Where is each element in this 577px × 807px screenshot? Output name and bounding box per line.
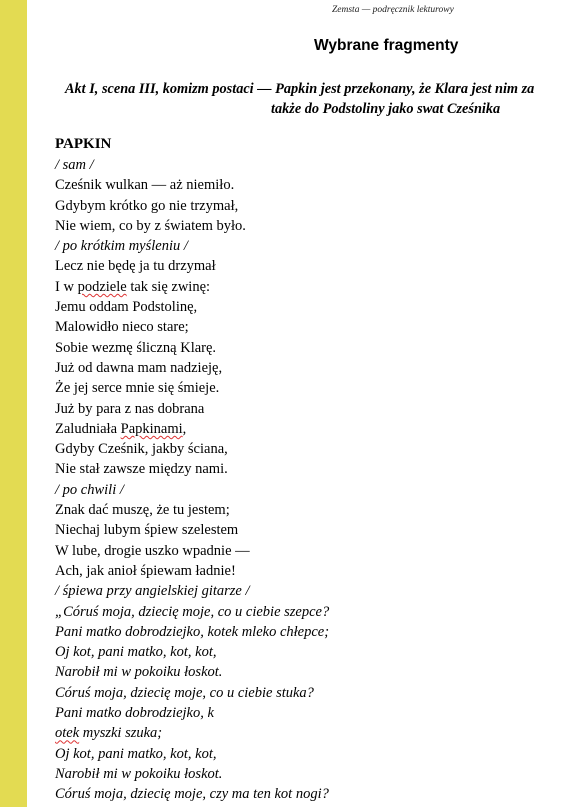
line-text: Już od dawna mam nadzieję, [55,359,223,376]
line-text: Już by para z nas dobrana [55,400,205,417]
song-line [55,703,575,723]
verse-line [55,317,575,337]
verse-line [55,561,575,581]
verse-line [55,520,575,540]
line-text: Zaludniała [55,420,121,437]
verse-line [55,196,575,216]
line-text-tail: myszki szuka; [79,725,163,742]
verse-block [55,155,575,805]
verse-line [55,338,575,358]
verse-line [55,277,575,297]
spellcheck-word: Papkinami [120,420,183,437]
scene-subtitle [0,79,577,119]
subtitle-line-2: także do Podstoliny jako swat Cześnika [271,101,501,117]
song-line [55,662,575,682]
section-title: Wybrane fragmenty [314,37,459,54]
song-line [55,602,575,622]
line-text: Nie stał zawsze między nami. [55,461,228,478]
line-text: Niechaj lubym śpiew szelestem [55,522,239,539]
line-text: Cześnik wulkan — aż niemiło. [55,177,235,194]
song-line [55,683,575,703]
stage-direction [55,480,575,500]
verse-line [55,399,575,419]
verse-line [55,419,575,439]
line-text: Pani matko dobrodziejko, kotek mleko chłepce; [55,623,330,640]
spellcheck-word: podziele [77,278,127,295]
song-line [55,622,575,642]
running-header: Zemsta — podręcznik lekturowy [332,5,454,15]
verse-line [55,256,575,276]
song-line [55,642,575,662]
stage-direction [55,155,575,175]
line-text: Córuś moja, dziecię moje, czy ma ten kot nogi? [55,786,329,803]
stage-direction [55,236,575,256]
line-text: Że jej serce mnie się śmieje. [55,380,220,397]
line-text-tail: , [182,420,187,437]
subtitle-line-1: Akt I, scena III, komizm postaci — Papkin jest przekonany, że Klara jest nim za [65,81,535,97]
line-text-tail: tak się zwinę: [126,278,211,295]
speaker-name: PAPKIN [55,136,112,152]
line-text: / po krótkim myśleniu / [55,238,188,255]
line-text: Gdybym krótko go nie trzymał, [55,197,239,214]
line-text: I w [55,278,78,295]
sidebar-accent-bar [0,0,27,807]
verse-line [55,358,575,378]
line-text: / śpiewa przy angielskiej gitarze / [55,583,250,600]
line-text: Znak dać muszę, że tu jestem; [55,502,230,519]
line-text: Ach, jak anioł śpiewam ładnie! [55,562,236,579]
line-text: Sobie wezmę śliczną Klarę. [55,339,217,356]
line-text: / sam / [55,157,94,173]
song-line [55,764,575,784]
line-text: Oj kot, pani matko, kot, kot, [55,644,217,661]
line-text: Narobił mi w pokoiku łoskot. [55,664,223,681]
verse-line [55,500,575,520]
stage-direction [55,581,575,601]
line-text: / po chwili / [55,481,124,498]
line-text: „Córuś moja, dziecię moje, co u ciebie szepce? [55,603,330,620]
line-text: Lecz nie będę ja tu drzymał [55,258,216,275]
verse-line [55,459,575,479]
verse-line [55,216,575,236]
line-text: Pani matko dobrodziejko, k [55,705,214,722]
line-text: Malowidło nieco stare; [55,319,189,336]
line-text: Nie wiem, co by z światem było. [55,217,246,234]
verse-line [55,297,575,317]
line-text: W lube, drogie uszko wpadnie — [55,542,250,559]
line-text: Gdyby Cześnik, jakby ściana, [55,441,228,458]
line-text: Narobił mi w pokoiku łoskot. [55,765,223,782]
song-line [55,723,575,743]
verse-line [55,175,575,195]
line-text: Jemu oddam Podstolinę, [55,299,198,316]
song-line [55,784,575,804]
verse-line [55,541,575,561]
spellcheck-word: otek [55,725,80,742]
line-text: Oj kot, pani matko, kot, kot, [55,745,217,762]
verse-line [55,439,575,459]
verse-line [55,378,575,398]
line-text: Córuś moja, dziecię moje, co u ciebie stuka? [55,684,314,701]
song-line [55,744,575,764]
